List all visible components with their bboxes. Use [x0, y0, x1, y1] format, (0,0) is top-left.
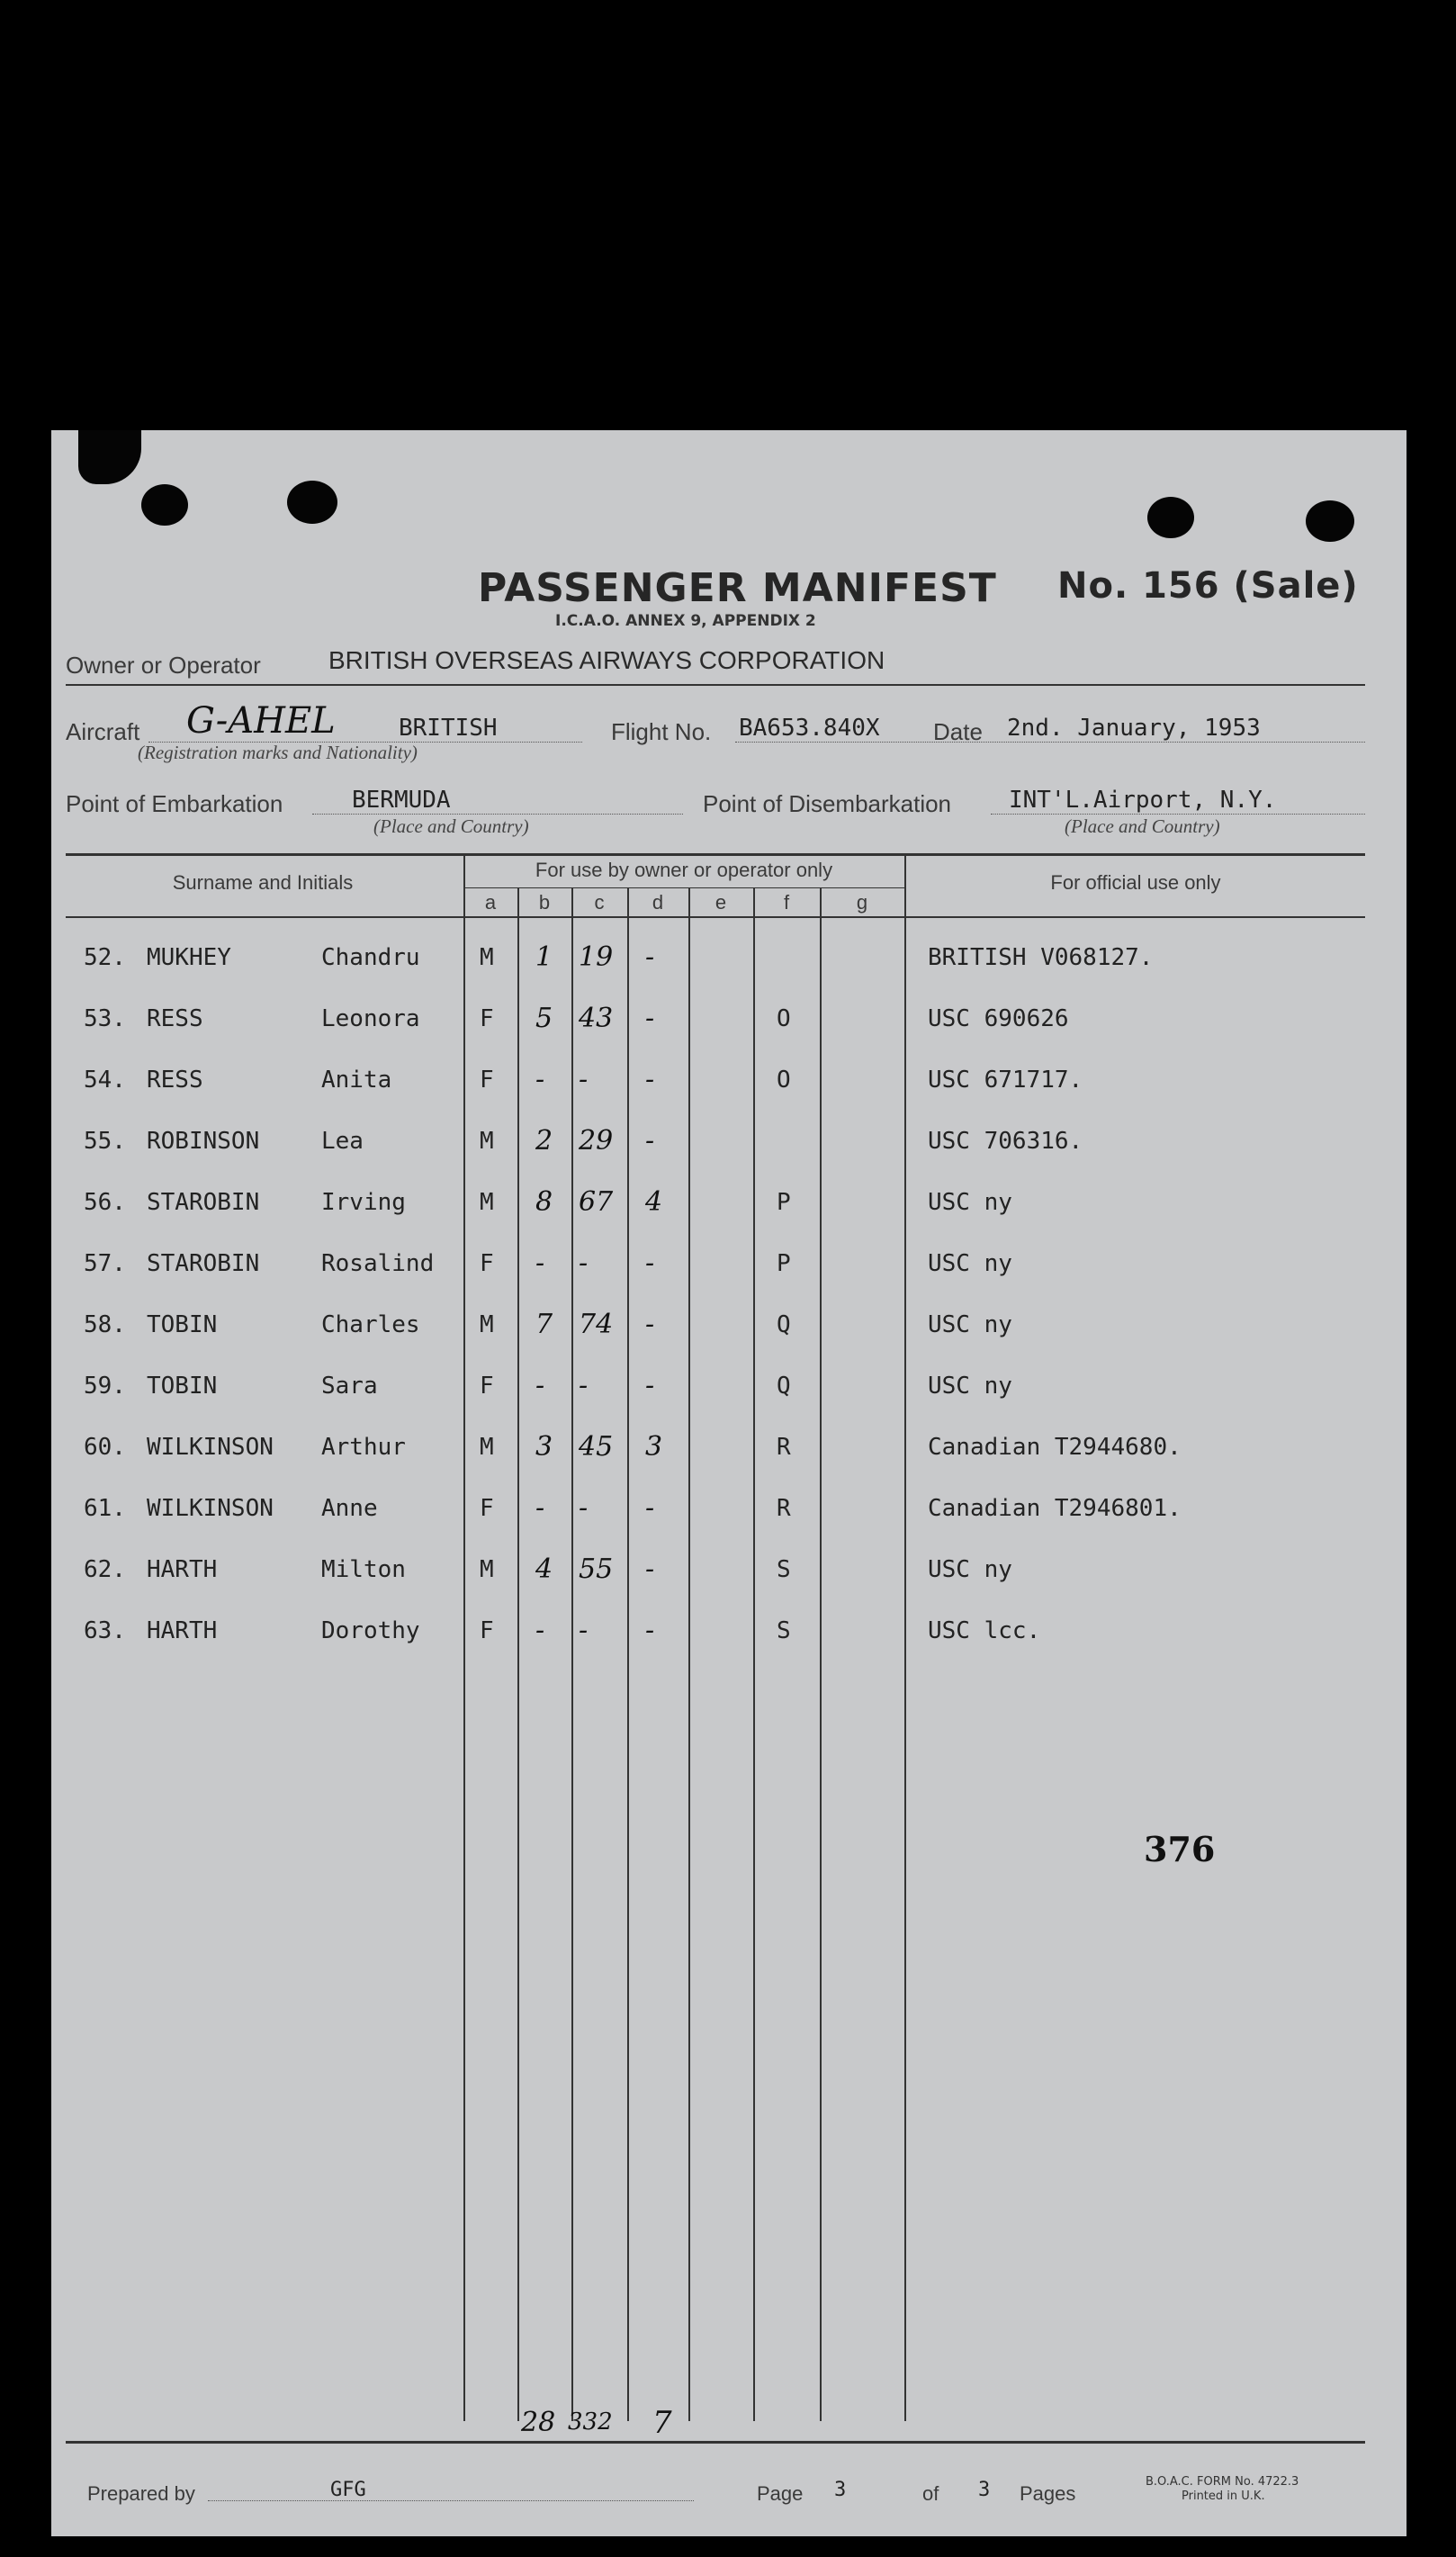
official-use-value: USC 690626	[928, 1005, 1069, 1032]
col-d-value: 3	[645, 1431, 663, 1463]
row-number: 57.	[84, 1250, 126, 1277]
owner-value: BRITISH OVERSEAS AIRWAYS CORPORATION	[328, 646, 885, 674]
row-number: 56.	[84, 1189, 126, 1216]
official-use-value: USC ny	[928, 1311, 1012, 1338]
surname-header: Surname and Initials	[172, 871, 354, 894]
col-a-sex: M	[480, 1434, 494, 1461]
disembarkation-note: (Place and Country)	[1065, 815, 1220, 837]
subcol-b: b	[538, 891, 551, 914]
operator-header: For use by owner or operator only	[535, 859, 833, 881]
official-use-value: USC ny	[928, 1556, 1012, 1583]
col-b-value: 4	[535, 1553, 553, 1585]
printed-note: Printed in U.K.	[1182, 2489, 1265, 2503]
official-use-value: Canadian T2946801.	[928, 1495, 1182, 1522]
punch-hole	[1306, 500, 1354, 542]
passenger-surname: RESS	[147, 1005, 203, 1032]
table-row	[51, 1062, 1407, 1120]
embarkation-label: Point of Embarkation	[66, 790, 283, 817]
official-use-value: USC lcc.	[928, 1617, 1041, 1644]
subcol-d: d	[652, 891, 664, 914]
col-c-value: 74	[579, 1309, 614, 1340]
of-label: of	[922, 2482, 939, 2505]
col-b-value: 5	[535, 1003, 553, 1034]
table-row	[51, 1552, 1407, 1609]
date-value: 2nd. January, 1953	[1007, 715, 1261, 742]
col-b-value: -	[535, 1492, 545, 1524]
col-d-value: -	[645, 1003, 655, 1034]
col-a-sex: M	[480, 1128, 494, 1155]
col-b-value: -	[535, 1615, 545, 1646]
col-c-value: 19	[579, 941, 614, 973]
col-a-sex: F	[480, 1005, 494, 1032]
col-b-value: -	[535, 1064, 545, 1095]
official-use-value: USC ny	[928, 1373, 1012, 1400]
official-use-value: Canadian T2944680.	[928, 1434, 1182, 1461]
page-label: Page	[757, 2482, 804, 2505]
col-f-value: P	[777, 1189, 791, 1216]
prepared-value: GFG	[330, 2479, 366, 2501]
col-a-sex: F	[480, 1495, 494, 1522]
punch-hole	[1147, 497, 1194, 538]
col-d-value: -	[645, 1064, 655, 1095]
col-d-value: 4	[645, 1186, 663, 1218]
col-c-value: -	[579, 1064, 589, 1095]
subcol-a: a	[484, 891, 497, 914]
col-c-value: -	[579, 1370, 589, 1401]
passenger-given-name: Charles	[321, 1311, 420, 1338]
subcol-g: g	[856, 891, 868, 914]
table-row	[51, 1613, 1407, 1670]
row-number: 62.	[84, 1556, 126, 1583]
embarkation-note: (Place and Country)	[373, 815, 529, 837]
corner-tear	[78, 430, 141, 484]
prepared-underline	[208, 2500, 694, 2502]
total-c: 332	[568, 2408, 613, 2435]
aircraft-label: Aircraft	[66, 718, 140, 745]
page-subtitle: I.C.A.O. ANNEX 9, APPENDIX 2	[555, 612, 816, 630]
col-f-value: R	[777, 1495, 791, 1522]
passenger-given-name: Rosalind	[321, 1250, 435, 1277]
date-underline	[735, 742, 1365, 743]
col-f-value: O	[777, 1067, 791, 1094]
col-a-sex: F	[480, 1373, 494, 1400]
row-number: 52.	[84, 944, 126, 971]
row-number: 53.	[84, 1005, 126, 1032]
col-b-value: 7	[535, 1309, 553, 1340]
col-b-value: 3	[535, 1431, 553, 1463]
col-d-value: -	[645, 1553, 655, 1585]
col-d-value: -	[645, 1309, 655, 1340]
passenger-surname: STAROBIN	[147, 1189, 260, 1216]
of-value: 3	[978, 2479, 991, 2501]
subcol-f: f	[783, 891, 790, 914]
col-a-sex: F	[480, 1617, 494, 1644]
col-b-value: 8	[535, 1186, 553, 1218]
manifest-number: No. 156 (Sale)	[1057, 565, 1359, 607]
header-bottom-rule	[66, 916, 1365, 918]
passenger-surname: RESS	[147, 1067, 203, 1094]
row-number: 60.	[84, 1434, 126, 1461]
passenger-surname: WILKINSON	[147, 1495, 274, 1522]
embarkation-value: BERMUDA	[352, 787, 451, 814]
table-row	[51, 1246, 1407, 1303]
total-d: 7	[652, 2405, 672, 2441]
table-top-rule	[66, 853, 1365, 856]
col-a-sex: M	[480, 1311, 494, 1338]
passenger-given-name: Anita	[321, 1067, 392, 1094]
prepared-label: Prepared by	[87, 2482, 195, 2505]
table-row	[51, 1490, 1407, 1548]
passenger-given-name: Milton	[321, 1556, 406, 1583]
passenger-surname: WILKINSON	[147, 1434, 274, 1461]
col-f-value: R	[777, 1434, 791, 1461]
col-f-value: O	[777, 1005, 791, 1032]
col-d-value: -	[645, 1125, 655, 1157]
page-title: PASSENGER MANIFEST	[478, 565, 997, 611]
col-d-value: -	[645, 1492, 655, 1524]
col-c-value: -	[579, 1247, 589, 1279]
date-label: Date	[933, 718, 983, 745]
table-row	[51, 1001, 1407, 1058]
table-row	[51, 1307, 1407, 1364]
passenger-given-name: Dorothy	[321, 1617, 420, 1644]
table-row	[51, 1184, 1407, 1242]
col-c-value: 67	[579, 1186, 614, 1218]
disembarkation-label: Point of Disembarkation	[703, 790, 952, 817]
page-value: 3	[834, 2479, 847, 2501]
col-b-value: -	[535, 1370, 545, 1401]
owner-label: Owner or Operator	[66, 652, 261, 679]
subcol-e: e	[715, 891, 727, 914]
manifest-sheet	[51, 430, 1407, 2536]
passenger-given-name: Irving	[321, 1189, 406, 1216]
official-use-value: USC 706316.	[928, 1128, 1083, 1155]
passenger-given-name: Anne	[321, 1495, 378, 1522]
table-row	[51, 1429, 1407, 1487]
aircraft-registration: G-AHEL	[186, 700, 336, 742]
disembarkation-value: INT'L.Airport, N.Y.	[1009, 787, 1277, 814]
official-use-value: USC ny	[928, 1250, 1012, 1277]
passenger-surname: HARTH	[147, 1556, 218, 1583]
passenger-given-name: Sara	[321, 1373, 378, 1400]
col-c-value: 43	[579, 1003, 614, 1034]
col-b-value: 2	[535, 1125, 553, 1157]
operator-header-rule	[463, 887, 904, 888]
col-d-value: -	[645, 1247, 655, 1279]
table-row	[51, 940, 1407, 997]
flight-value: BA653.840X	[739, 715, 880, 742]
col-b-value: -	[535, 1247, 545, 1279]
col-f-value: Q	[777, 1373, 791, 1400]
col-f-value: S	[777, 1617, 791, 1644]
passenger-surname: STAROBIN	[147, 1250, 260, 1277]
form-number: B.O.A.C. FORM No. 4722.3	[1146, 2475, 1299, 2489]
row-number: 55.	[84, 1128, 126, 1155]
col-f-value: S	[777, 1556, 791, 1583]
col-f-value: P	[777, 1250, 791, 1277]
table-row	[51, 1368, 1407, 1426]
subcol-c: c	[594, 891, 605, 914]
col-a-sex: M	[480, 1556, 494, 1583]
flight-label: Flight No.	[611, 718, 712, 745]
col-a-sex: M	[480, 1189, 494, 1216]
official-header: For official use only	[1050, 871, 1221, 894]
col-d-value: -	[645, 941, 655, 973]
col-f-value: Q	[777, 1311, 791, 1338]
passenger-given-name: Lea	[321, 1128, 364, 1155]
col-c-value: -	[579, 1492, 589, 1524]
passenger-given-name: Chandru	[321, 944, 420, 971]
col-d-value: -	[645, 1615, 655, 1646]
passenger-surname: ROBINSON	[147, 1128, 260, 1155]
row-number: 63.	[84, 1617, 126, 1644]
passenger-surname: TOBIN	[147, 1311, 218, 1338]
col-a-sex: F	[480, 1067, 494, 1094]
col-b-value: 1	[535, 941, 553, 973]
col-c-value: 45	[579, 1431, 614, 1463]
passenger-surname: TOBIN	[147, 1373, 218, 1400]
row-number: 59.	[84, 1373, 126, 1400]
total-b: 28	[521, 2407, 556, 2438]
passenger-given-name: Leonora	[321, 1005, 420, 1032]
official-use-value: USC ny	[928, 1189, 1012, 1216]
punch-hole	[287, 481, 337, 524]
col-d-value: -	[645, 1370, 655, 1401]
row-number: 54.	[84, 1067, 126, 1094]
col-c-value: 55	[579, 1553, 614, 1585]
col-a-sex: M	[480, 944, 494, 971]
divider	[66, 684, 1365, 686]
col-c-value: -	[579, 1615, 589, 1646]
punch-hole	[141, 484, 188, 526]
col-c-value: 29	[579, 1125, 614, 1157]
footer-rule	[66, 2441, 1365, 2444]
stamp-number: 376	[1144, 1829, 1216, 1869]
row-number: 61.	[84, 1495, 126, 1522]
aircraft-note: (Registration marks and Nationality)	[138, 742, 418, 763]
table-row	[51, 1123, 1407, 1181]
passenger-surname: MUKHEY	[147, 944, 231, 971]
aircraft-nationality: BRITISH	[399, 715, 498, 742]
official-use-value: BRITISH V068127.	[928, 944, 1154, 971]
pages-label: Pages	[1020, 2482, 1076, 2505]
col-a-sex: F	[480, 1250, 494, 1277]
official-use-value: USC 671717.	[928, 1067, 1083, 1094]
passenger-surname: HARTH	[147, 1617, 218, 1644]
passenger-given-name: Arthur	[321, 1434, 406, 1461]
row-number: 58.	[84, 1311, 126, 1338]
